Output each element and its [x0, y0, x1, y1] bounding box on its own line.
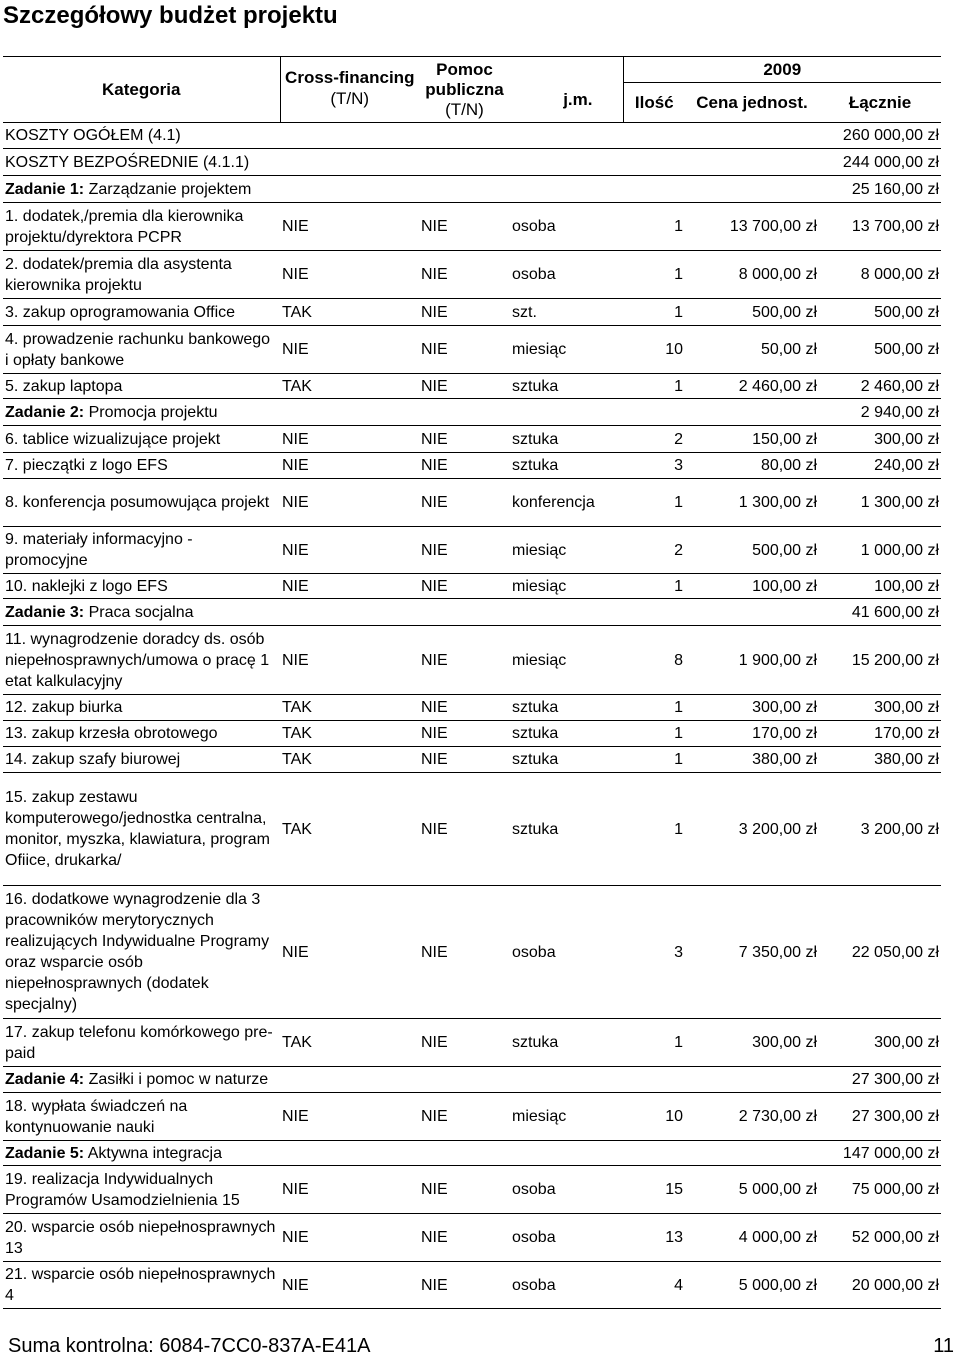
item-cross-financing: NIE [282, 430, 309, 448]
item-price: 500,00 zł [752, 303, 817, 321]
item-qty: 1 [674, 577, 683, 595]
task-prefix: Zadanie 4: [5, 1071, 85, 1088]
header-ilosc-label: Ilość [634, 93, 674, 112]
summary-label: KOSZTY OGÓŁEM (4.1) [5, 127, 181, 144]
item-pomoc-publiczna: NIE [421, 218, 448, 235]
item-total: 1 300,00 zł [860, 494, 939, 511]
header-row-1 [3, 57, 941, 83]
item-total: 13 700,00 zł [851, 218, 939, 235]
item-qty: 4 [674, 1276, 683, 1294]
item-cross-financing: TAK [282, 725, 312, 742]
table-row [3, 251, 941, 299]
item-pomoc-publiczna: NIE [421, 494, 448, 511]
task-title [3, 1141, 819, 1166]
item-qty: 1 [674, 1034, 683, 1051]
task-name: Aktywna integracja [84, 1144, 222, 1162]
item-cross-financing: TAK [282, 377, 312, 395]
header-lacznie-label: Łącznie [848, 93, 912, 112]
item-jm: miesiąc [512, 1108, 567, 1125]
table-row [3, 695, 941, 721]
item-total: 3 200,00 zł [860, 820, 939, 838]
table-row [3, 374, 941, 399]
item-cross-financing: TAK [282, 820, 312, 838]
item-price: 5 000,00 zł [738, 1276, 817, 1294]
summary-row [3, 123, 941, 149]
item-jm: szt. [512, 303, 537, 321]
table-row [3, 1019, 941, 1067]
item-jm: miesiąc [512, 341, 567, 358]
task-name: Promocja projektu [84, 403, 218, 421]
item-total: 1 000,00 zł [860, 541, 939, 559]
item-price: 1 300,00 zł [738, 494, 817, 511]
item-pomoc-publiczna: NIE [421, 303, 448, 321]
item-qty: 3 [674, 457, 683, 474]
item-cross-financing: TAK [282, 699, 312, 716]
item-name: 18. wypłata świadczeń na kontynuowanie nauki [5, 1097, 188, 1136]
header-pomoc-label-2: publiczna [425, 79, 504, 99]
item-name: 17. zakup telefonu komórkowego pre-paid [5, 1023, 273, 1062]
item-price: 100,00 zł [752, 577, 817, 595]
item-jm: miesiąc [512, 577, 567, 595]
item-pomoc-publiczna: NIE [421, 341, 448, 358]
task-name: Zarządzanie projektem [84, 180, 252, 198]
header-jm [510, 57, 623, 123]
page-number: 11 [933, 1335, 954, 1357]
task-prefix: Zadanie 1: [5, 180, 85, 198]
item-total: 75 000,00 zł [851, 1181, 939, 1198]
item-total: 300,00 zł [874, 1034, 939, 1051]
task-title [3, 399, 819, 426]
summary-label: KOSZTY BEZPOŚREDNIE (4.1.1) [5, 153, 250, 171]
table-row [3, 527, 941, 574]
item-total: 27 300,00 zł [851, 1108, 939, 1125]
item-jm: konferencja [512, 494, 595, 511]
item-name: 14. zakup szafy biurowej [5, 751, 181, 768]
task-row [3, 599, 941, 626]
item-jm: osoba [512, 1229, 556, 1246]
item-name: 20. wsparcie osób niepełnosprawnych 13 [5, 1218, 276, 1257]
item-qty: 1 [674, 820, 683, 838]
item-price: 300,00 zł [752, 699, 817, 716]
header-cena [685, 83, 819, 123]
item-cross-financing: NIE [282, 494, 309, 511]
header-pomoc-label-1: Pomoc [436, 59, 493, 79]
task-total: 2 940,00 zł [860, 403, 939, 421]
item-pomoc-publiczna: NIE [421, 725, 448, 742]
item-name: 5. zakup laptopa [5, 377, 123, 395]
task-title [3, 1067, 819, 1093]
header-jm-label: j.m. [563, 90, 593, 109]
item-qty: 2 [674, 430, 683, 448]
item-price: 13 700,00 zł [729, 218, 817, 235]
item-price: 500,00 zł [752, 541, 817, 559]
item-price: 7 350,00 zł [738, 943, 817, 961]
task-total: 147 000,00 zł [842, 1144, 939, 1162]
item-jm: sztuka [512, 377, 559, 395]
item-qty: 2 [674, 541, 683, 559]
item-jm: sztuka [512, 820, 559, 838]
item-qty: 10 [665, 341, 683, 358]
item-cross-financing: NIE [282, 943, 309, 961]
item-total: 20 000,00 zł [851, 1276, 939, 1294]
task-name: Zasiłki i pomoc w naturze [84, 1071, 269, 1088]
item-cross-financing: NIE [282, 1181, 309, 1198]
item-jm: sztuka [512, 699, 559, 716]
item-qty: 1 [674, 266, 683, 283]
item-name: 21. wsparcie osób niepełnosprawnych 4 [5, 1266, 276, 1304]
item-jm: osoba [512, 218, 556, 235]
item-jm: sztuka [512, 457, 559, 474]
item-name: 1. dodatek,/premia dla kierownika projektu/dyrektora PCPR [5, 207, 244, 246]
item-name: 6. tablice wizualizujące projekt [5, 430, 221, 448]
page-title: Szczegółowy budżet projektu [3, 2, 338, 29]
item-cross-financing: TAK [282, 751, 312, 768]
header-year-label: 2009 [763, 60, 802, 79]
item-price: 2 460,00 zł [738, 377, 817, 395]
item-qty: 1 [674, 751, 683, 768]
task-prefix: Zadanie 3: [5, 603, 85, 621]
item-jm: osoba [512, 1181, 556, 1198]
table-row [3, 479, 941, 527]
table-row [3, 1093, 941, 1141]
table-row [3, 1214, 941, 1262]
table-row [3, 426, 941, 453]
table-row [3, 747, 941, 773]
task-total: 27 300,00 zł [851, 1071, 939, 1088]
task-name: Praca socjalna [84, 603, 194, 621]
header-ilosc [623, 83, 685, 123]
table-row [3, 453, 941, 479]
table-row [3, 326, 941, 374]
item-price: 2 730,00 zł [738, 1108, 817, 1125]
item-pomoc-publiczna: NIE [421, 751, 448, 768]
item-name: 4. prowadzenie rachunku bankowego i opłaty bankowe [5, 330, 271, 369]
item-cross-financing: TAK [282, 1034, 312, 1051]
item-name: 19. realizacja Indywidualnych Programów Usamodzielnienia 15 [5, 1170, 240, 1209]
item-pomoc-publiczna: NIE [421, 1108, 448, 1125]
item-total: 22 050,00 zł [851, 943, 939, 961]
item-cross-financing: NIE [282, 1108, 309, 1125]
item-name: 13. zakup krzesła obrotowego [5, 725, 218, 742]
header-year [623, 57, 941, 83]
item-pomoc-publiczna: NIE [421, 266, 448, 283]
item-name: 3. zakup oprogramowania Office [5, 303, 236, 321]
item-cross-financing: NIE [282, 218, 309, 235]
item-pomoc-publiczna: NIE [421, 820, 448, 838]
item-jm: sztuka [512, 751, 559, 768]
task-total: 41 600,00 zł [851, 603, 939, 621]
item-name: 10. naklejki z logo EFS [5, 577, 168, 595]
item-qty: 1 [674, 494, 683, 511]
item-qty: 1 [674, 303, 683, 321]
item-pomoc-publiczna: NIE [421, 541, 448, 559]
task-prefix: Zadanie 2: [5, 403, 85, 421]
header-kategoria-label: Kategoria [102, 80, 181, 99]
budget-table [3, 56, 941, 1309]
item-cross-financing: NIE [282, 457, 309, 474]
item-price: 50,00 zł [760, 341, 817, 358]
item-pomoc-publiczna: NIE [421, 1181, 448, 1198]
item-total: 100,00 zł [874, 577, 939, 595]
header-kategoria [3, 57, 280, 123]
item-total: 500,00 zł [874, 303, 939, 321]
item-jm: sztuka [512, 1034, 559, 1051]
item-qty: 1 [674, 725, 683, 742]
item-jm: osoba [512, 943, 556, 961]
item-pomoc-publiczna: NIE [421, 457, 448, 474]
item-total: 2 460,00 zł [860, 377, 939, 395]
task-title [3, 599, 819, 626]
item-name: 7. pieczątki z logo EFS [5, 457, 168, 474]
item-qty: 10 [665, 1108, 683, 1125]
item-price: 380,00 zł [752, 751, 817, 768]
item-total: 300,00 zł [874, 699, 939, 716]
item-name: 2. dodatek/premia dla asystenta kierownika projektu [5, 255, 232, 294]
item-name: 12. zakup biurka [5, 699, 123, 716]
item-pomoc-publiczna: NIE [421, 651, 448, 669]
item-cross-financing: NIE [282, 541, 309, 559]
table-row [3, 886, 941, 1019]
item-pomoc-publiczna: NIE [421, 1229, 448, 1246]
item-price: 300,00 zł [752, 1034, 817, 1051]
item-pomoc-publiczna: NIE [421, 430, 448, 448]
item-total: 500,00 zł [874, 341, 939, 358]
header-cross-financing-tn: (T/N) [330, 89, 370, 108]
item-qty: 1 [674, 218, 683, 235]
summary-value: 260 000,00 zł [842, 127, 939, 144]
item-price: 5 000,00 zł [738, 1181, 817, 1198]
header-pomoc-tn: (T/N) [445, 99, 484, 119]
header-lacznie [819, 83, 941, 123]
table-row [3, 203, 941, 251]
item-total: 52 000,00 zł [851, 1229, 939, 1246]
item-total: 8 000,00 zł [860, 266, 939, 283]
item-jm: miesiąc [512, 651, 567, 669]
item-name: 8. konferencja posumowująca projekt [5, 494, 270, 511]
item-qty: 15 [665, 1181, 683, 1198]
item-pomoc-publiczna: NIE [421, 1276, 448, 1294]
task-total: 25 160,00 zł [851, 180, 939, 198]
item-cross-financing: TAK [282, 303, 312, 321]
item-pomoc-publiczna: NIE [421, 577, 448, 595]
item-name: 9. materiały informacyjno - promocyjne [5, 531, 193, 569]
table-row [3, 1262, 941, 1309]
item-price: 4 000,00 zł [738, 1229, 817, 1246]
task-prefix: Zadanie 5: [5, 1144, 85, 1162]
table-row [3, 299, 941, 326]
item-cross-financing: NIE [282, 651, 309, 669]
item-qty: 8 [674, 651, 683, 669]
task-row [3, 399, 941, 426]
table-row [3, 574, 941, 599]
table-row [3, 1166, 941, 1214]
item-name: 16. dodatkowe wynagrodzenie dla 3 pracowników merytorycznych realizujących Indywidualne Programy oraz wsparcie osób niepełnosprawnych (dodatek specjalny) [5, 891, 270, 1013]
item-price: 150,00 zł [752, 430, 817, 448]
summary-row [3, 149, 941, 176]
header-cena-label: Cena jednost. [696, 93, 808, 112]
item-pomoc-publiczna: NIE [421, 1034, 448, 1051]
item-name: 11. wynagrodzenie doradcy ds. osób niepełnosprawnych/umowa o pracę 1 etat kalkulacyjny [5, 630, 270, 690]
task-row [3, 1067, 941, 1093]
item-pomoc-publiczna: NIE [421, 699, 448, 716]
item-total: 170,00 zł [874, 725, 939, 742]
item-qty: 3 [674, 943, 683, 961]
table-row [3, 626, 941, 695]
item-qty: 13 [665, 1229, 683, 1246]
summary-value: 244 000,00 zł [842, 153, 939, 171]
item-jm: osoba [512, 1276, 556, 1294]
item-total: 300,00 zł [874, 430, 939, 448]
item-price: 8 000,00 zł [738, 266, 817, 283]
item-cross-financing: NIE [282, 1229, 309, 1246]
item-total: 240,00 zł [874, 457, 939, 474]
task-row [3, 176, 941, 203]
header-cross-financing-label: Cross-financing [285, 68, 415, 87]
item-cross-financing: NIE [282, 341, 309, 358]
item-jm: sztuka [512, 725, 559, 742]
item-total: 380,00 zł [874, 751, 939, 768]
task-title [3, 176, 819, 203]
item-pomoc-publiczna: NIE [421, 943, 448, 961]
item-cross-financing: NIE [282, 1276, 309, 1294]
item-price: 3 200,00 zł [738, 820, 817, 838]
table-row [3, 721, 941, 747]
item-cross-financing: NIE [282, 266, 309, 283]
header-cross-financing [280, 57, 419, 123]
checksum-footer: Suma kontrolna: 6084-7CC0-837A-E41A [8, 1335, 371, 1357]
table-row [3, 773, 941, 886]
item-price: 1 900,00 zł [738, 651, 817, 669]
item-name: 15. zakup zestawu komputerowego/jednostka centralna, monitor, myszka, klawiatura, program Ofiice, drukarka/ [5, 789, 270, 869]
item-qty: 1 [674, 699, 683, 716]
item-jm: miesiąc [512, 541, 567, 559]
header-pomoc-publiczna [419, 57, 510, 123]
item-qty: 1 [674, 377, 683, 395]
item-total: 15 200,00 zł [851, 651, 939, 669]
item-pomoc-publiczna: NIE [421, 377, 448, 395]
item-price: 170,00 zł [752, 725, 817, 742]
item-cross-financing: NIE [282, 577, 309, 595]
item-price: 80,00 zł [760, 457, 817, 474]
item-jm: sztuka [512, 430, 559, 448]
task-row [3, 1141, 941, 1166]
item-jm: osoba [512, 266, 556, 283]
